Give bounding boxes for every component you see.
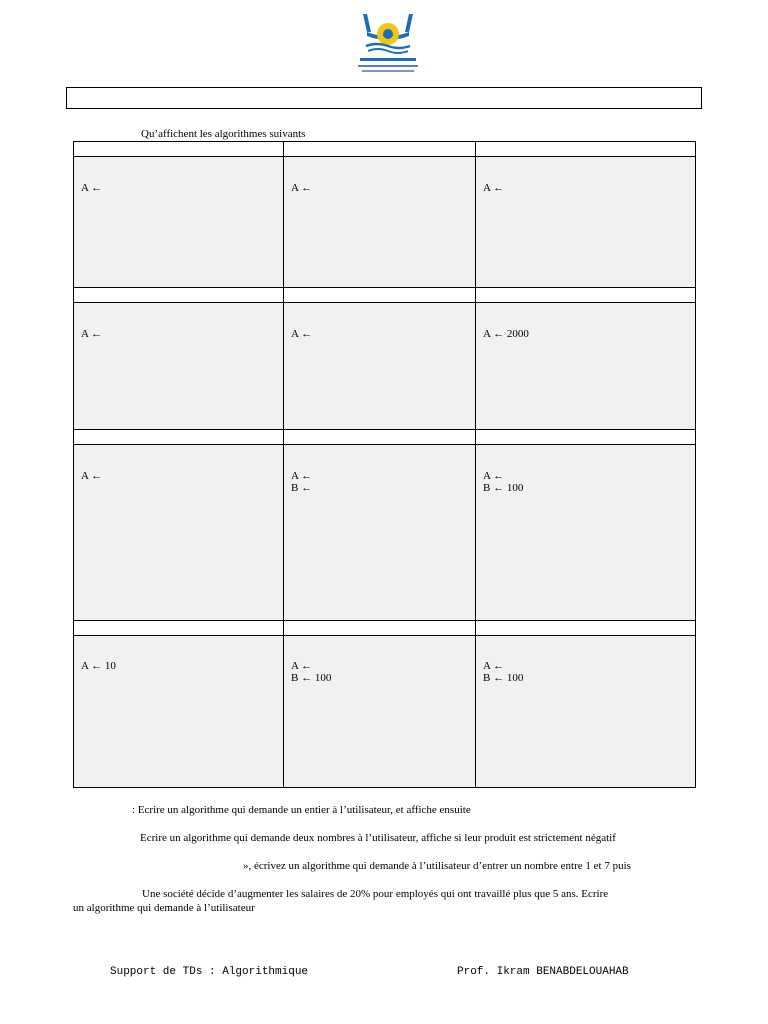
intro-text: Qu’affichent les algorithmes suivants bbox=[141, 128, 306, 140]
algorithm-code: A ← 2000 bbox=[483, 328, 529, 340]
table-header-row bbox=[74, 621, 696, 636]
algorithm-code: A ← bbox=[81, 470, 103, 482]
exercise-2-line: : Ecrire un algorithme qui demande un entier à l’utilisateur, et affiche ensuite bbox=[132, 804, 471, 816]
university-logo bbox=[352, 12, 424, 80]
algorithm-cell bbox=[284, 445, 476, 621]
title-box bbox=[66, 87, 702, 109]
algorithm-cell bbox=[74, 445, 284, 621]
table-header-row bbox=[74, 142, 696, 157]
algorithm-code: A ← bbox=[291, 182, 313, 194]
algorithm-cell bbox=[476, 445, 696, 621]
footer-course: Support de TDs : Algorithmique bbox=[110, 966, 309, 978]
algorithm-code: A ← B ← 100 bbox=[483, 470, 524, 494]
table-header-cell bbox=[284, 430, 476, 445]
algorithm-code: A ← bbox=[483, 182, 505, 194]
algorithms-table bbox=[73, 141, 696, 788]
algorithm-cell bbox=[284, 157, 476, 288]
table-header-cell bbox=[476, 288, 696, 303]
table-row bbox=[74, 303, 696, 430]
footer-author: Prof. Ikram BENABDELOUAHAB bbox=[457, 966, 629, 978]
table-header-cell bbox=[74, 430, 284, 445]
algorithm-code: A ← bbox=[81, 182, 103, 194]
table-header-cell bbox=[476, 430, 696, 445]
exercise-4-line: », écrivez un algorithme qui demande à l’utilisateur d’entrer un nombre entre 1 et 7 puis bbox=[243, 860, 631, 872]
algorithm-cell bbox=[74, 303, 284, 430]
exercise-5-line-1: Une société décide d’augmenter les salaires de 20% pour employés qui ont travaillé plus que 5 ans. Ecrire bbox=[142, 888, 609, 900]
algorithm-cell bbox=[476, 636, 696, 788]
table-header-cell bbox=[74, 288, 284, 303]
algorithm-cell bbox=[476, 157, 696, 288]
exercise-5-line-2: un algorithme qui demande à l’utilisateur bbox=[73, 902, 255, 914]
algorithm-code: A ← B ← 100 bbox=[291, 660, 332, 684]
table-header-cell bbox=[476, 142, 696, 157]
table-row bbox=[74, 157, 696, 288]
table-header-cell bbox=[284, 288, 476, 303]
algorithm-cell bbox=[284, 636, 476, 788]
algorithm-code: A ← bbox=[81, 328, 103, 340]
table-header-cell bbox=[476, 621, 696, 636]
table-header-cell bbox=[284, 142, 476, 157]
algorithm-code: A ← B ← bbox=[291, 470, 313, 494]
algorithm-code: A ← 10 bbox=[81, 660, 116, 672]
table-row bbox=[74, 445, 696, 621]
table-header-row bbox=[74, 430, 696, 445]
algorithm-cell bbox=[74, 636, 284, 788]
algorithm-code: A ← B ← 100 bbox=[483, 660, 524, 684]
algorithm-cell bbox=[284, 303, 476, 430]
table-header-cell bbox=[74, 621, 284, 636]
table-header-cell bbox=[284, 621, 476, 636]
algorithm-cell bbox=[74, 157, 284, 288]
table-row bbox=[74, 636, 696, 788]
table-header-cell bbox=[74, 142, 284, 157]
algorithm-cell bbox=[476, 303, 696, 430]
table-header-row bbox=[74, 288, 696, 303]
algorithm-code: A ← bbox=[291, 328, 313, 340]
exercise-3-line: Ecrire un algorithme qui demande deux nombres à l’utilisateur, affiche si leur produit est strictement négatif bbox=[140, 832, 616, 844]
